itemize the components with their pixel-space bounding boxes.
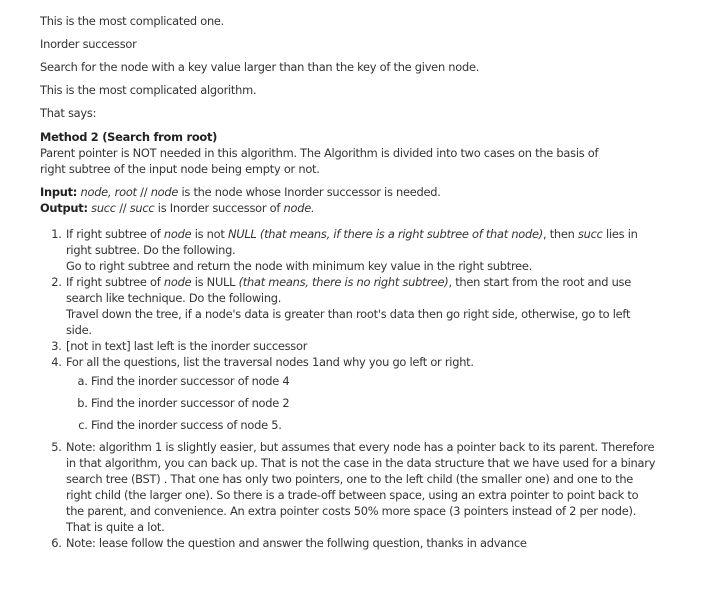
list-item [65, 354, 680, 433]
item-1-text-b: is not [191, 227, 228, 241]
item-1-succ: succ [578, 227, 603, 241]
input-comment-sep: // [136, 185, 151, 199]
item-2-node: node [163, 275, 192, 289]
steps-list [40, 226, 680, 551]
item-5-line-1: Note: algorithm 1 is slightly easier, but assumes that every node has a pointer back to its parent. Therefore [66, 440, 655, 454]
item-1-text-c: NULL (that means, if there is a right subtree of that node) [227, 227, 543, 241]
item-5-line-4: right child (the larger one). So there is a trade-off between space, using an extra pointer to point back to [66, 488, 639, 502]
output-var-succ: succ [129, 201, 155, 215]
output-text: is Inorder successor of [154, 201, 284, 215]
list-item: 6. Note: lease follow the question and answer the follwing question, thanks in advance [65, 535, 680, 551]
intro-line-5: That says: [40, 106, 97, 120]
sub-questions-list [66, 373, 680, 433]
sub-question-a: a. Find the inorder successor of node 4 [91, 373, 680, 389]
list-item: 3. [not in text] last left is the inorder successor [65, 338, 680, 354]
item-2-text-a: If right subtree of [66, 275, 164, 289]
list-item [65, 439, 680, 535]
input-var-node: node [150, 185, 179, 199]
item-2-text-b: is NULL [191, 275, 239, 289]
intro-line-1: This is the most complicated one. [40, 14, 225, 28]
sub-question-c: c. Find the inorder success of node 5. [91, 417, 680, 433]
item-4-text: For all the questions, list the traversal nodes 1and why you go left or right. [66, 355, 474, 369]
sub-question-b: b. Find the inorder successor of node 2 [91, 395, 680, 411]
output-vars: succ [91, 201, 116, 215]
item-1-line-3: Go to right subtree and return the node with minimum key value in the right subtree. [66, 259, 533, 273]
document-body [40, 13, 680, 551]
intro-line-2: Inorder successor [40, 37, 137, 51]
item-5-line-3: search tree (BST) . That one has only two pointers, one to the left child (the smaller one) and one to the [66, 472, 634, 486]
intro-line-3: Search for the node with a key value larger than than the key of the given node. [40, 60, 480, 74]
method-description-line-2: right subtree of the input node being empty or not. [40, 162, 320, 176]
list-item [65, 226, 680, 274]
item-2-line-4: side. [66, 323, 92, 337]
output-comment-sep: // [115, 201, 130, 215]
item-2-line-2: search like technique. Do the following. [66, 291, 282, 305]
input-label: Input: [40, 185, 78, 199]
method-description-line-1: Parent pointer is NOT needed in this algorithm. The Algorithm is divided into two cases on the basis of [40, 146, 599, 160]
output-label: Output: [40, 201, 88, 215]
item-5-line-6: That is quite a lot. [66, 520, 165, 534]
item-2-text-d: , then start from the root and use [448, 275, 631, 289]
item-1-line-2: right subtree. Do the following. [66, 243, 236, 257]
item-1-text-e: lies in [602, 227, 638, 241]
item-1-text-d: , then [542, 227, 578, 241]
item-2-text-c: (that means, there is no right subtree) [238, 275, 449, 289]
input-line [40, 184, 680, 200]
output-line [40, 200, 680, 216]
input-text: is the node whose Inorder successor is needed. [178, 185, 441, 199]
output-node: node. [283, 201, 315, 215]
input-vars: node, root [80, 185, 137, 199]
item-2-line-3: Travel down the tree, if a node's data is greater than root's data then go right side, otherwise, go to left [66, 307, 631, 321]
list-item [65, 274, 680, 338]
item-5-line-5: the parent, and convenience. An extra pointer costs 50% more space (3 pointers instead of 2 per node). [66, 504, 637, 518]
item-1-node: node [163, 227, 192, 241]
item-5-line-2: in that algorithm, you can back up. That is not the case in the data structure that we have used for a binary [66, 456, 656, 470]
item-1-text-a: If right subtree of [66, 227, 164, 241]
intro-line-4: This is the most complicated algorithm. [40, 83, 257, 97]
method-heading: Method 2 (Search from root) [40, 130, 218, 144]
